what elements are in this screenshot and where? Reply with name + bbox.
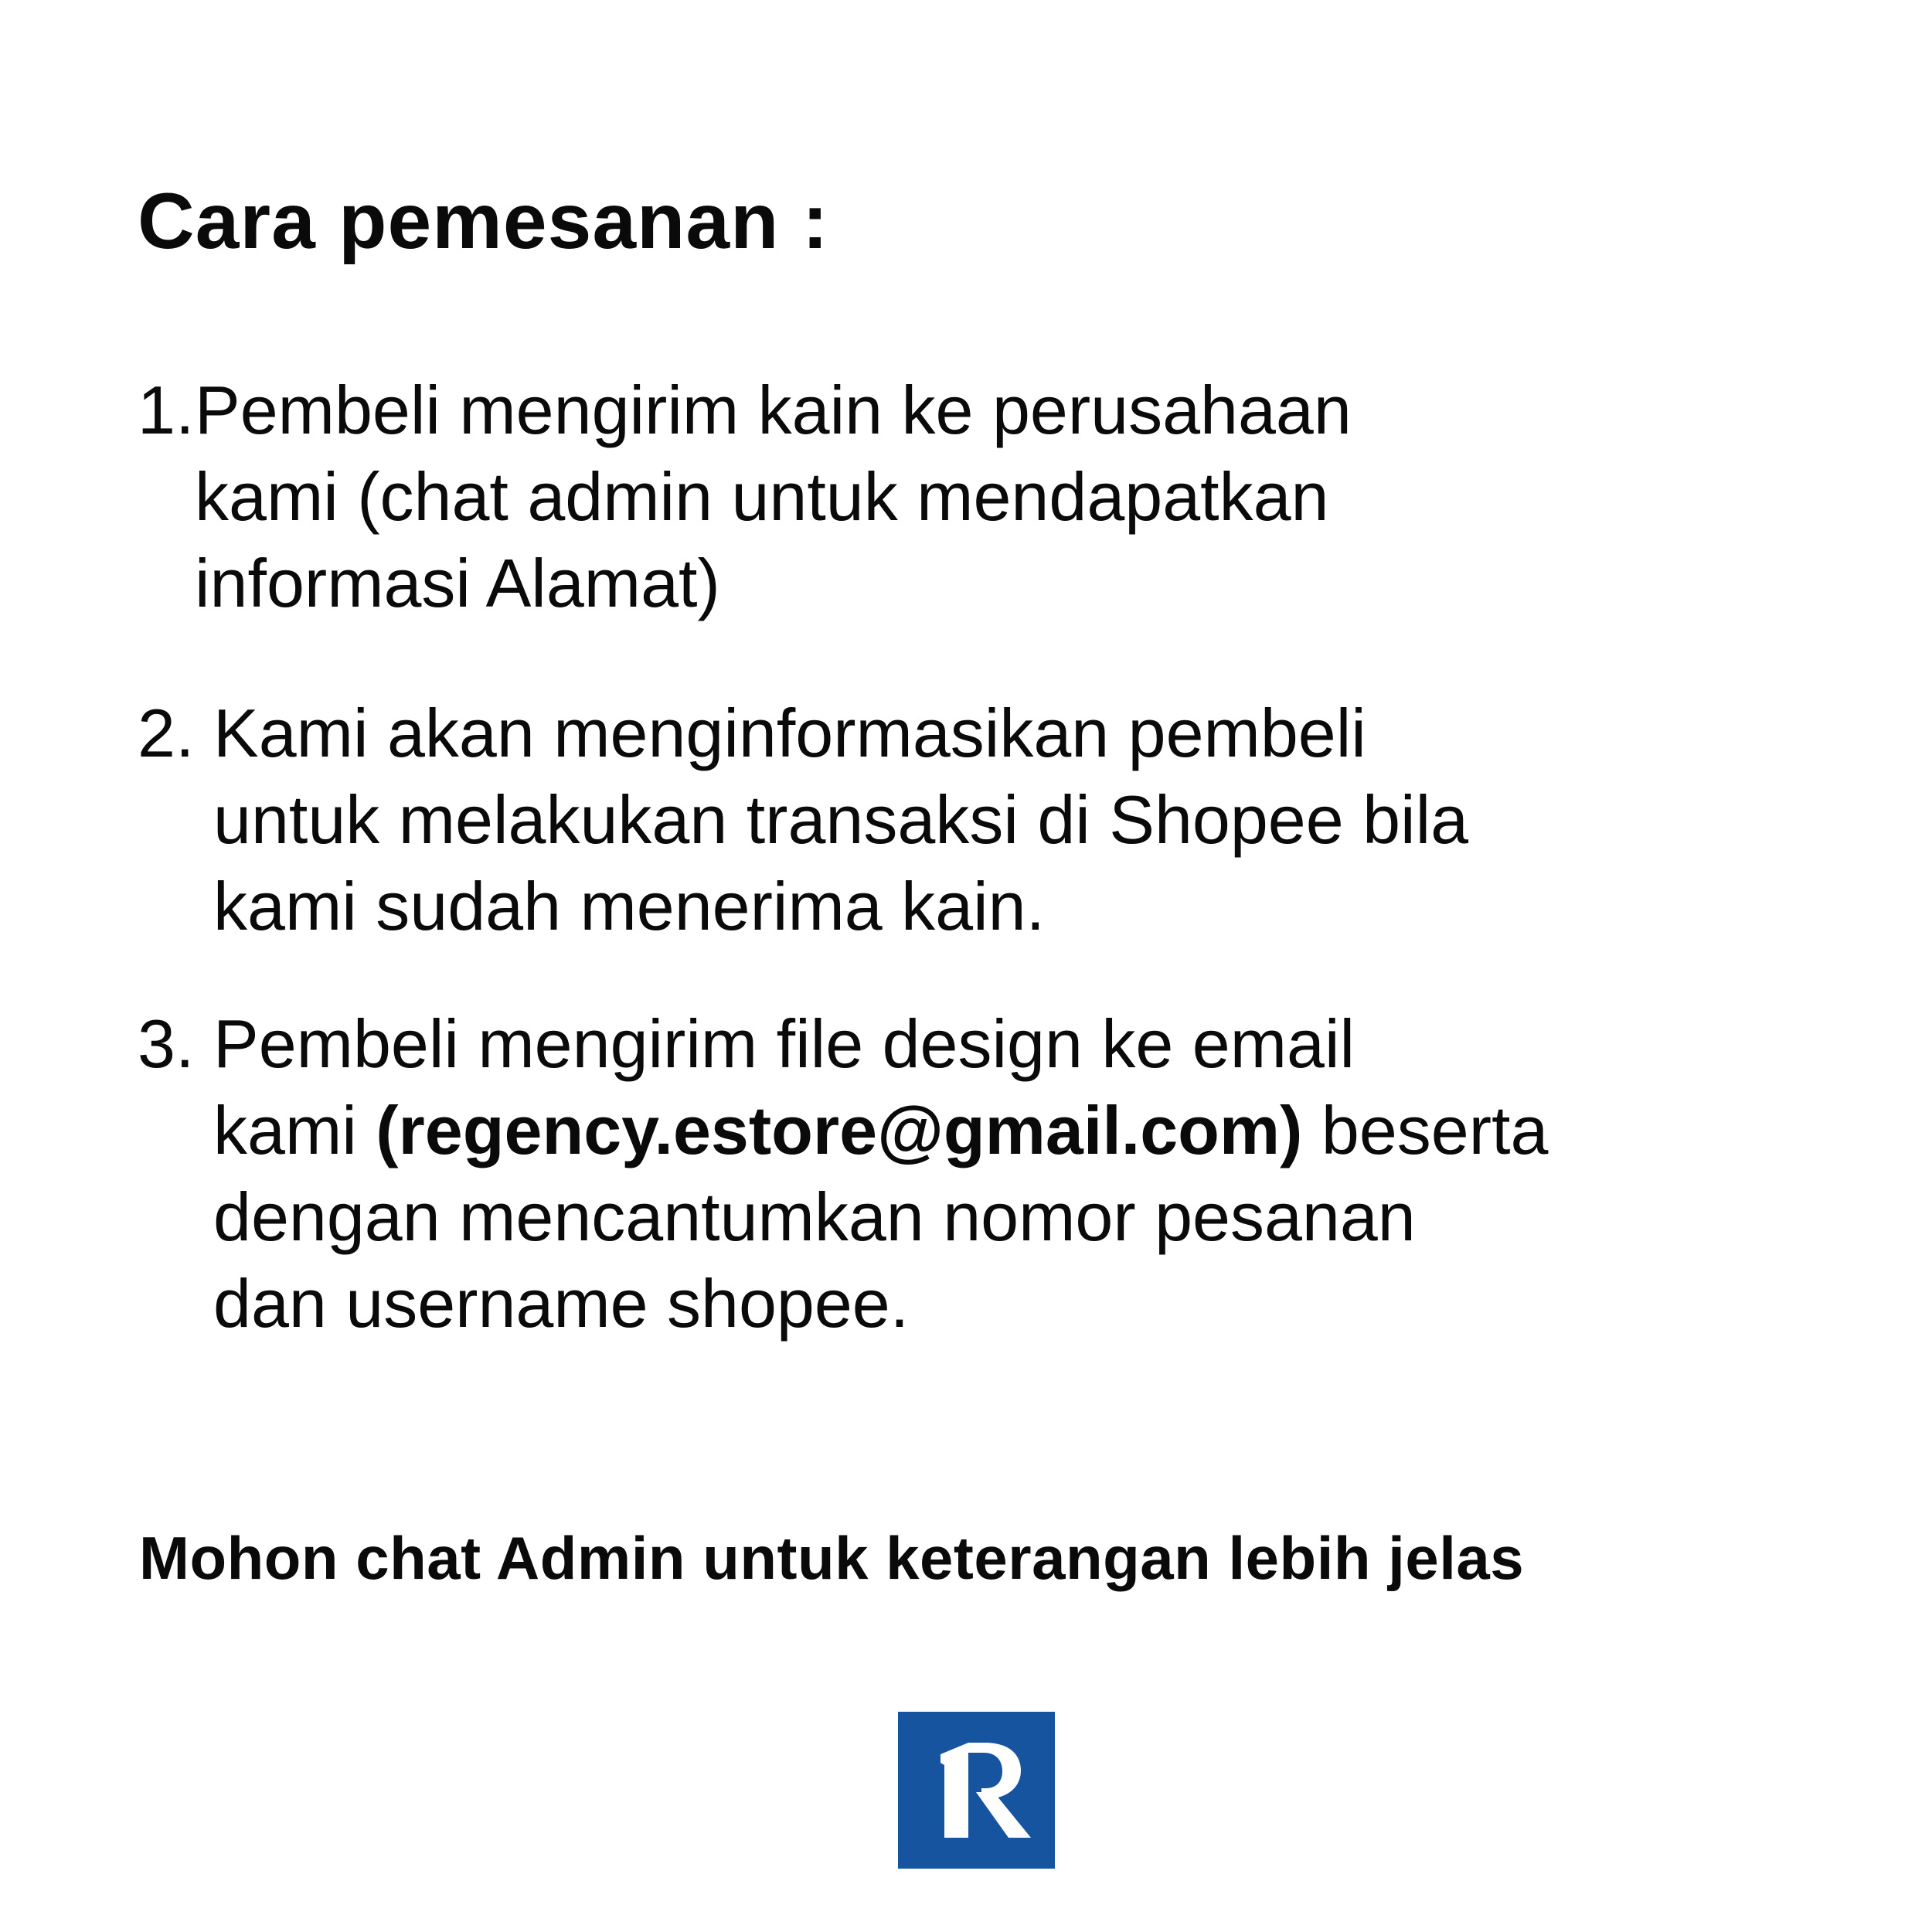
- step-text: [213, 1001, 1838, 1347]
- footer-note: Mohon chat Admin untuk keterangan lebih jelas: [139, 1524, 1525, 1592]
- step-text: Pembeli mengirim kain ke perusahaan kami (chat admin untuk mendapatkan informasi Alamat): [195, 372, 1352, 621]
- page-title: Cara pemesanan :: [138, 177, 829, 265]
- step-number: 1.: [138, 372, 195, 448]
- step-text-before-email: Pembeli mengirim file design ke email kami: [213, 1005, 1355, 1168]
- regency-r-logo-icon: [898, 1712, 1055, 1869]
- step-item-1: [138, 367, 1838, 627]
- step-number: 2.: [138, 695, 195, 771]
- step-item-2: [138, 690, 1838, 950]
- email-address: (regency.estore@gmail.com): [376, 1092, 1303, 1168]
- step-number: 3.: [138, 1005, 195, 1082]
- step-item-3: [138, 1001, 1838, 1347]
- step-text-after-email: beserta dengan mencantumkan nomor pesanan dan username shopee.: [213, 1092, 1549, 1342]
- step-text: Kami akan menginformasikan pembeli untuk melakukan transaksi di Shopee bila kami sudah menerima kain.: [213, 695, 1469, 944]
